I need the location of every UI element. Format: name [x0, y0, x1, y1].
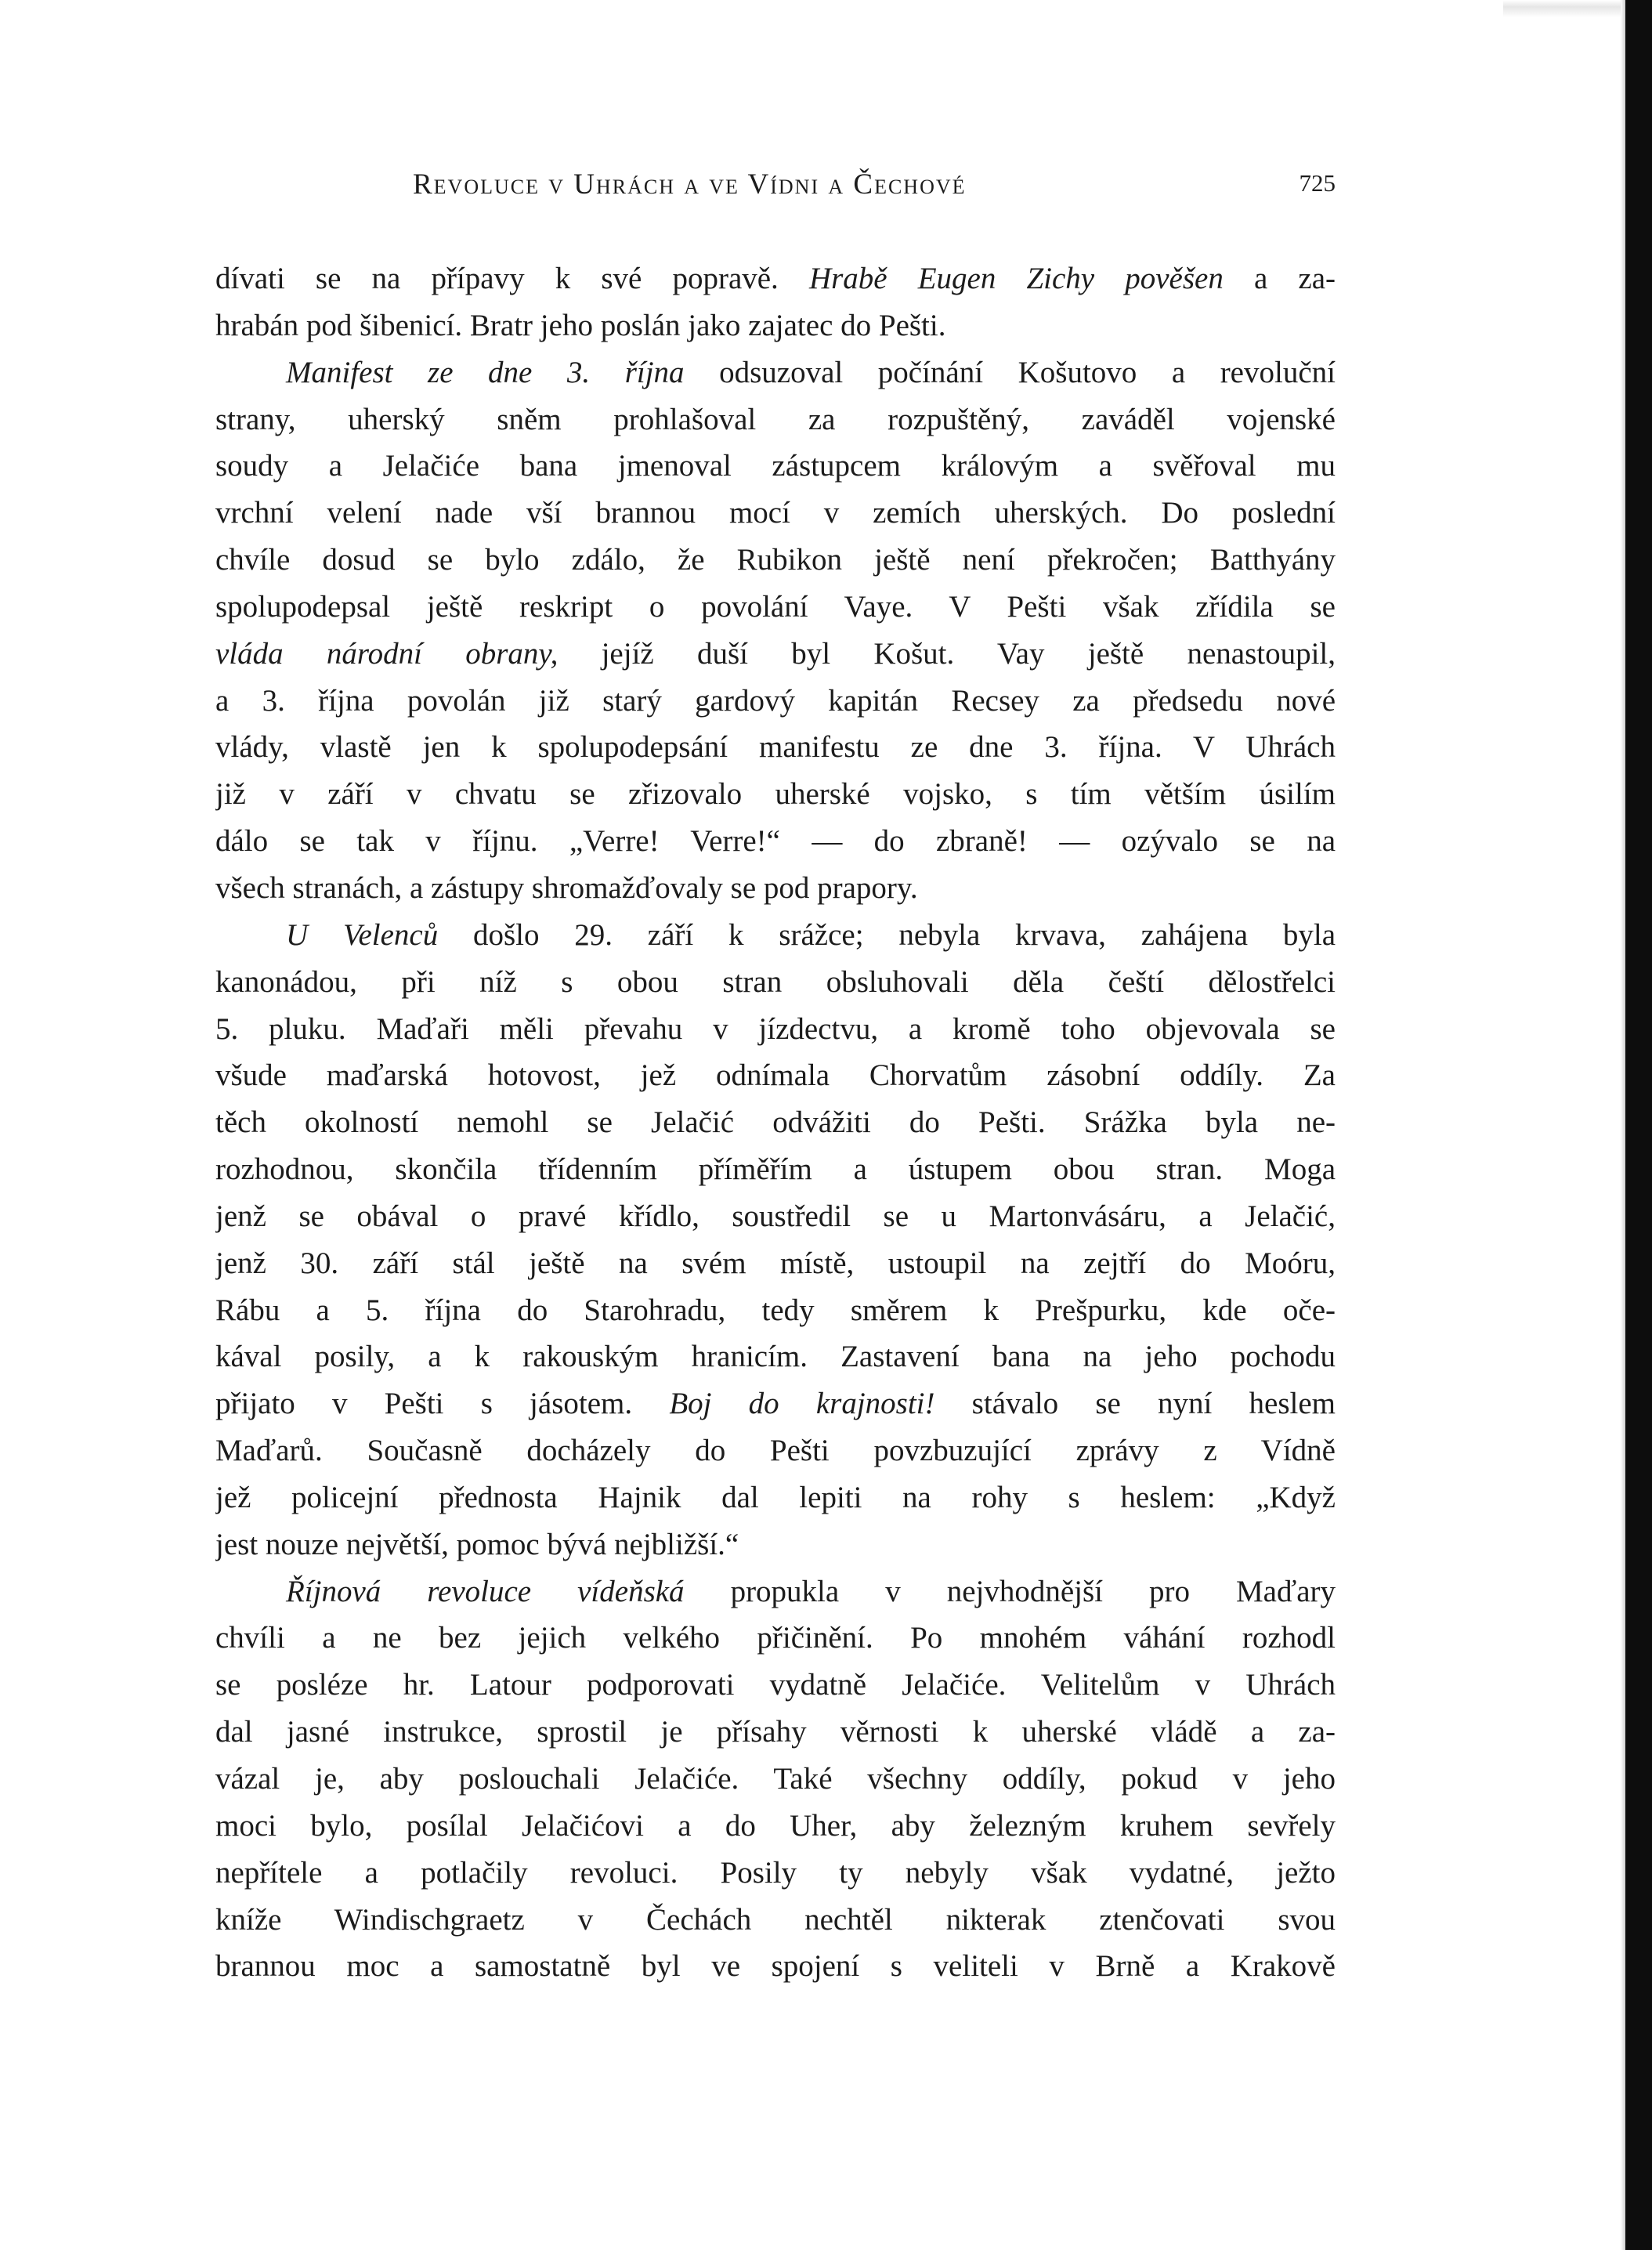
text-line — [215, 678, 1336, 725]
text-segment: chvíle dosud se bylo zdálo, že Rubikon ještě není překročen; Batthyány — [215, 543, 1336, 577]
text-segment: hrabán pod šibenicí. Bratr jeho poslán jako zajatec do Pešti. — [215, 308, 946, 342]
text-segment: Maďarů. Současně docházely do Pešti povzbuzující zprávy z Vídně — [215, 1434, 1336, 1468]
text-line — [215, 1756, 1336, 1803]
text-segment: došlo 29. září k srážce; nebyla krvava, zahájena byla — [438, 917, 1336, 952]
text-segment: dálo se tak v říjnu. „Verre! Verre!“ — do zbraně! — ozývalo se na — [215, 824, 1336, 859]
italic-phrase: Hrabě Eugen Zichy pověšen — [808, 262, 1224, 295]
text-line — [215, 255, 1336, 302]
text-segment: jejíž duší byl Košut. Vay ještě nenastoupil, — [558, 636, 1336, 671]
book-page — [215, 0, 1336, 2250]
text-segment: kanonádou, při níž s obou stran obsluhovali děla čeští dělostřelci — [215, 964, 1336, 999]
text-segment: kníže Windischgraetz v Čechách nechtěl nikterak ztenčovati svou — [215, 1902, 1336, 1937]
text-line — [215, 1099, 1336, 1146]
text-line — [215, 631, 1336, 678]
running-title: Revoluce v Uhrách a ve Vídni a Čechové — [413, 168, 967, 201]
text-line — [215, 1850, 1336, 1897]
text-line — [215, 302, 1336, 349]
text-line — [215, 1615, 1336, 1662]
text-line — [215, 1380, 1336, 1427]
text-segment: jenž se obával o pravé křídlo, soustředil se u Martonvásáru, a Jelačić, — [215, 1199, 1336, 1233]
text-segment: jenž 30. září stál ještě na svém místě, ustoupil na zejtří do Moóru, — [215, 1246, 1336, 1280]
text-segment: chvíli a ne bez jejich velkého přičinění. Po mnohém váhání rozhodl — [215, 1621, 1336, 1655]
text-line — [215, 1662, 1336, 1709]
text-segment: 5. pluku. Maďaři měli převahu v jízdectvu, a kromě toho objevovala se — [215, 1011, 1336, 1046]
text-segment: dal jasné instrukce, sprostil je přísahy věrnosti k uherské vládě a za- — [215, 1715, 1336, 1749]
text-segment: vlády, vlastě jen k spolupodepsání manifestu ze dne 3. října. V Uhrách — [215, 730, 1336, 765]
text-segment: rozhodnou, skončila třídenním příměřím a ústupem obou stran. Moga — [215, 1152, 1336, 1187]
text-line — [215, 1193, 1336, 1240]
text-line — [215, 1333, 1336, 1380]
text-segment: a 3. října povolán již starý gardový kapitán Recsey za předsedu nové — [215, 683, 1336, 718]
text-segment: přijato v Pešti s jásotem. — [215, 1387, 670, 1421]
text-line — [215, 1287, 1336, 1334]
text-line — [215, 1521, 1336, 1568]
italic-phrase: Boj do krajnosti! — [669, 1387, 935, 1421]
text-segment: těch okolností nemohl se Jelačić odvážiti do Pešti. Srážka byla ne- — [215, 1105, 1336, 1140]
text-segment: brannou moc a samostatně byl ve spojení s veliteli v Brně a Krakově — [215, 1949, 1336, 1984]
text-line — [215, 1006, 1336, 1053]
text-segment: stávalo se nyní heslem — [934, 1387, 1336, 1421]
running-head — [215, 168, 1336, 207]
text-line — [215, 349, 1336, 396]
text-line — [215, 959, 1336, 1006]
text-segment: spolupodepsal ještě reskript o povolání Vaye. V Pešti však zřídila se — [215, 589, 1336, 624]
text-line — [215, 584, 1336, 631]
text-line — [215, 818, 1336, 865]
text-segment: Rábu a 5. října do Starohradu, tedy směrem k Prešpurku, kde oče- — [215, 1293, 1336, 1327]
text-segment: moci bylo, posílal Jelačićovi a do Uher, aby železným kruhem sevřely — [215, 1808, 1336, 1843]
text-segment: nepřítele a potlačily revoluci. Posily ty nebyly však vydatné, ježto — [215, 1855, 1336, 1890]
text-line — [215, 1240, 1336, 1287]
text-line — [215, 537, 1336, 584]
text-line — [215, 1474, 1336, 1521]
text-segment: jest nouze největší, pomoc bývá nejbližší.“ — [215, 1527, 739, 1561]
italic-phrase: Říjnová revoluce vídeňská — [286, 1574, 685, 1608]
scan-artifact-top — [1503, 0, 1621, 17]
italic-phrase: vláda národní obrany, — [215, 636, 558, 671]
text-line — [215, 1897, 1336, 1944]
text-segment: soudy a Jelačiće bana jmenoval zástupcem královým a svěřoval mu — [215, 449, 1336, 483]
text-line — [215, 1709, 1336, 1756]
text-segment: již v září v chvatu se zřizovalo uherské vojsko, s tím větším úsilím — [215, 777, 1336, 812]
italic-phrase: U Velenců — [286, 917, 439, 952]
text-line — [215, 1803, 1336, 1850]
text-line — [215, 1943, 1336, 1990]
text-line — [215, 443, 1336, 490]
text-line — [215, 1146, 1336, 1193]
text-segment: propukla v nejvhodnější pro Maďary — [684, 1574, 1336, 1608]
text-segment: kával posily, a k rakouským hranicím. Zastavení bana na jeho pochodu — [215, 1340, 1336, 1374]
text-segment: vrchní velení nade vší brannou mocí v zemích uherských. Do poslední — [215, 496, 1336, 530]
text-line — [215, 396, 1336, 443]
text-line — [215, 1052, 1336, 1099]
text-segment: strany, uherský sněm prohlašoval za rozpuštěný, zaváděl vojenské — [215, 402, 1336, 436]
text-line — [215, 771, 1336, 818]
body-text — [215, 255, 1336, 1990]
text-segment: odsuzoval počínání Košutovo a revoluční — [684, 355, 1336, 389]
text-line — [215, 1568, 1336, 1615]
italic-phrase: Manifest ze dne 3. října — [286, 355, 685, 389]
text-line — [215, 865, 1336, 912]
text-segment: všech stranách, a zástupy shromažďovaly se pod prapory. — [215, 870, 918, 905]
text-segment: všude maďarská hotovost, jež odnímala Chorvatům zásobní oddíly. Za — [215, 1058, 1336, 1093]
text-line — [215, 490, 1336, 537]
text-segment: se posléze hr. Latour podporovati vydatně Jelačiće. Velitelům v Uhrách — [215, 1668, 1336, 1702]
text-line — [215, 912, 1336, 959]
text-segment: dívati se na přípavy k své popravě. — [215, 262, 809, 295]
text-line — [215, 1427, 1336, 1474]
text-segment: a za- — [1223, 262, 1336, 295]
text-line — [215, 724, 1336, 771]
text-segment: vázal je, aby poslouchali Jelačiće. Také všechny oddíly, pokud v jeho — [215, 1762, 1336, 1796]
scan-edge-border — [1625, 0, 1652, 2250]
page-number: 725 — [1299, 169, 1336, 197]
text-segment: jež policejní přednosta Hajnik dal lepiti na rohy s heslem: „Když — [215, 1480, 1336, 1514]
